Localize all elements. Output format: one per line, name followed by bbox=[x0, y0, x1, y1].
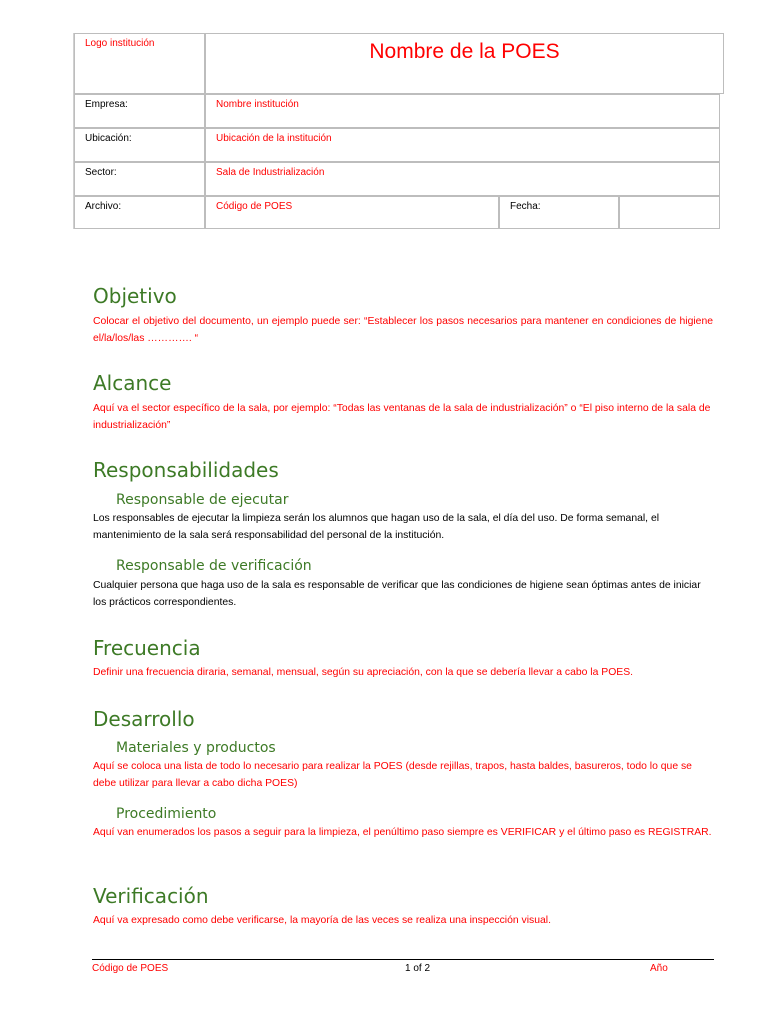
responsable-verificacion-text: Cualquier persona que haga uso de la sala es responsable de verificar que las condiciones de higiene sean óptimas antes de iniciar los prácticos correspondientes. bbox=[93, 580, 701, 608]
responsable-verificacion-heading: Responsable de verificación bbox=[116, 558, 312, 574]
objetivo-heading: Objetivo bbox=[93, 284, 177, 308]
footer-divider bbox=[92, 959, 714, 960]
responsabilidades-heading: Responsabilidades bbox=[93, 458, 279, 482]
verificacion-heading: Verificación bbox=[93, 884, 209, 908]
ubicacion-value: Ubicación de la institución bbox=[205, 128, 720, 162]
empresa-value: Nombre institución bbox=[205, 94, 720, 128]
sector-value: Sala de Industrialización bbox=[205, 162, 720, 196]
objetivo-text: Colocar el objetivo del documento, un ejemplo puede ser: “Establecer los pasos necesarios para mantener en condiciones de higiene el/la/los/las …………. “ bbox=[93, 316, 713, 344]
frecuencia-text: Definir una frecuencia diraria, semanal, mensual, según su apreciación, con la que se debería llevar a cabo la POES. bbox=[93, 667, 634, 678]
materiales-heading: Materiales y productos bbox=[116, 740, 276, 756]
logo-placeholder: Logo institución bbox=[74, 33, 205, 94]
desarrollo-heading: Desarrollo bbox=[93, 707, 195, 731]
header-table bbox=[73, 33, 724, 229]
document-title: Nombre de la POES bbox=[205, 33, 724, 94]
sector-label: Sector: bbox=[74, 162, 205, 196]
responsable-ejecutar-heading: Responsable de ejecutar bbox=[116, 492, 289, 508]
alcance-heading: Alcance bbox=[93, 371, 172, 395]
procedimiento-heading: Procedimiento bbox=[116, 806, 217, 822]
footer-year: Año bbox=[650, 963, 668, 974]
responsable-ejecutar-text: Los responsables de ejecutar la limpieza serán los alumnos que hagan uso de la sala, el día del uso. De forma semanal, el mantenimiento de la sala será responsabilidad del personal de la institución. bbox=[93, 513, 660, 541]
procedimiento-text: Aquí van enumerados los pasos a seguir para la limpieza, el penúltimo paso siempre es VERIFICAR y el último paso es REGISTRAR. bbox=[93, 827, 712, 838]
ubicacion-label: Ubicación: bbox=[74, 128, 205, 162]
fecha-value bbox=[619, 196, 720, 229]
fecha-label: Fecha: bbox=[499, 196, 619, 229]
archivo-value: Código de POES bbox=[205, 196, 499, 229]
archivo-label: Archivo: bbox=[74, 196, 205, 229]
frecuencia-heading: Frecuencia bbox=[93, 636, 201, 660]
footer-page-number: 1 of 2 bbox=[405, 963, 431, 974]
alcance-text: Aquí va el sector específico de la sala, por ejemplo: “Todas las ventanas de la sala de industrialización” o “El piso interno de la sala de industrialización” bbox=[93, 403, 711, 431]
empresa-label: Empresa: bbox=[74, 94, 205, 128]
materiales-text: Aquí se coloca una lista de todo lo necesario para realizar la POES (desde rejillas, trapos, hasta baldes, basureros, todo lo que se debe utilizar para llevar a cabo dicha POES) bbox=[93, 761, 692, 789]
verificacion-text: Aquí va expresado como debe verificarse, la mayoría de las veces se realiza una inspección visual. bbox=[93, 915, 552, 926]
footer-code: Código de POES bbox=[92, 963, 169, 974]
